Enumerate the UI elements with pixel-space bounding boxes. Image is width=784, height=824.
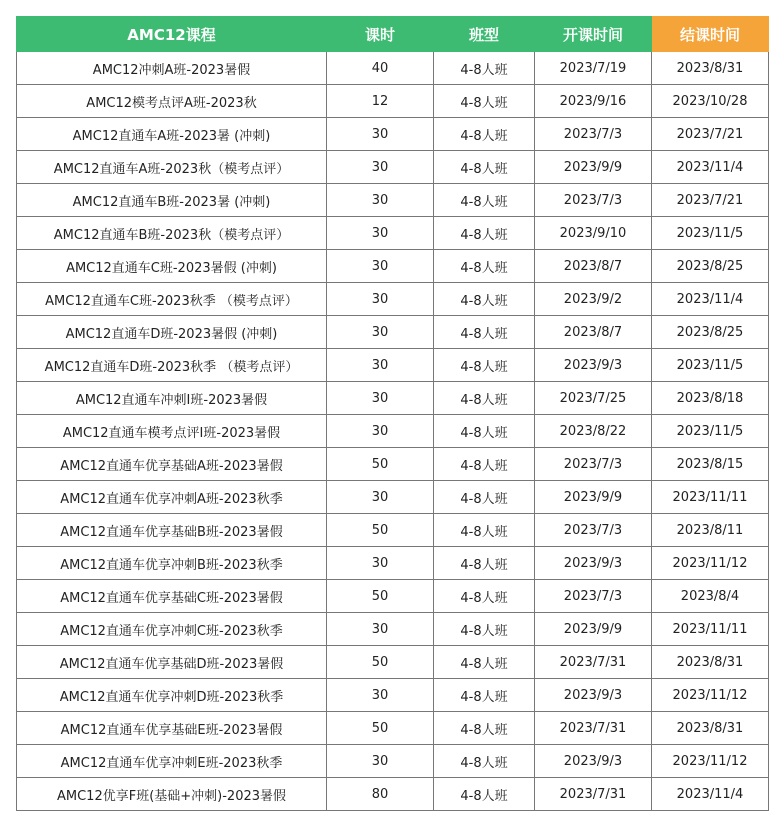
cell-start-date: 2023/8/22 (535, 415, 652, 448)
cell-start-date: 2023/9/2 (535, 283, 652, 316)
table-row (17, 250, 769, 283)
cell-start-date: 2023/7/3 (535, 118, 652, 151)
cell-class-type: 4-8人班 (434, 283, 535, 316)
cell-class-type: 4-8人班 (434, 778, 535, 811)
table-row (17, 745, 769, 778)
cell-end-date: 2023/8/4 (652, 580, 769, 613)
cell-course: AMC12模考点评A班-2023秋 (17, 85, 327, 118)
cell-start-date: 2023/9/9 (535, 481, 652, 514)
cell-start-date: 2023/7/3 (535, 514, 652, 547)
cell-class-type: 4-8人班 (434, 250, 535, 283)
cell-hours: 30 (327, 250, 434, 283)
header-end-date: 结课时间 (652, 17, 769, 52)
cell-class-type: 4-8人班 (434, 316, 535, 349)
cell-hours: 30 (327, 613, 434, 646)
cell-start-date: 2023/9/9 (535, 151, 652, 184)
cell-course: AMC12直通车优享冲刺B班-2023秋季 (17, 547, 327, 580)
table-row (17, 184, 769, 217)
table-row (17, 580, 769, 613)
cell-class-type: 4-8人班 (434, 349, 535, 382)
cell-class-type: 4-8人班 (434, 118, 535, 151)
cell-course: AMC12直通车C班-2023暑假 (冲刺) (17, 250, 327, 283)
table-row (17, 448, 769, 481)
cell-start-date: 2023/7/31 (535, 646, 652, 679)
table-row (17, 382, 769, 415)
table-row (17, 679, 769, 712)
cell-class-type: 4-8人班 (434, 679, 535, 712)
cell-hours: 30 (327, 316, 434, 349)
table-row (17, 349, 769, 382)
cell-end-date: 2023/7/21 (652, 118, 769, 151)
cell-class-type: 4-8人班 (434, 745, 535, 778)
cell-course: AMC12直通车优享基础E班-2023暑假 (17, 712, 327, 745)
cell-end-date: 2023/8/31 (652, 712, 769, 745)
cell-end-date: 2023/11/4 (652, 151, 769, 184)
cell-hours: 50 (327, 514, 434, 547)
table-row (17, 514, 769, 547)
cell-class-type: 4-8人班 (434, 217, 535, 250)
cell-class-type: 4-8人班 (434, 580, 535, 613)
table-row (17, 778, 769, 811)
cell-end-date: 2023/10/28 (652, 85, 769, 118)
header-class-type: 班型 (434, 17, 535, 52)
cell-course: AMC12优享F班(基础+冲刺)-2023暑假 (17, 778, 327, 811)
table-row (17, 217, 769, 250)
cell-course: AMC12直通车A班-2023秋（模考点评） (17, 151, 327, 184)
cell-hours: 30 (327, 382, 434, 415)
cell-hours: 30 (327, 349, 434, 382)
cell-start-date: 2023/9/3 (535, 679, 652, 712)
cell-hours: 50 (327, 646, 434, 679)
cell-course: AMC12直通车优享冲刺A班-2023秋季 (17, 481, 327, 514)
cell-end-date: 2023/11/5 (652, 349, 769, 382)
cell-class-type: 4-8人班 (434, 448, 535, 481)
cell-end-date: 2023/7/21 (652, 184, 769, 217)
cell-end-date: 2023/8/31 (652, 646, 769, 679)
cell-end-date: 2023/11/11 (652, 481, 769, 514)
cell-start-date: 2023/9/3 (535, 547, 652, 580)
table-row (17, 646, 769, 679)
cell-hours: 30 (327, 151, 434, 184)
cell-hours: 50 (327, 448, 434, 481)
cell-class-type: 4-8人班 (434, 547, 535, 580)
cell-course: AMC12直通车B班-2023暑 (冲刺) (17, 184, 327, 217)
cell-end-date: 2023/11/5 (652, 415, 769, 448)
cell-class-type: 4-8人班 (434, 85, 535, 118)
cell-start-date: 2023/8/7 (535, 316, 652, 349)
cell-course: AMC12直通车优享基础C班-2023暑假 (17, 580, 327, 613)
table-row (17, 316, 769, 349)
table-row (17, 415, 769, 448)
cell-course: AMC12直通车模考点评I班-2023暑假 (17, 415, 327, 448)
cell-course: AMC12直通车优享基础D班-2023暑假 (17, 646, 327, 679)
cell-course: AMC12直通车优享冲刺D班-2023秋季 (17, 679, 327, 712)
course-table (16, 16, 769, 811)
cell-course: AMC12直通车优享基础A班-2023暑假 (17, 448, 327, 481)
cell-hours: 30 (327, 745, 434, 778)
cell-course: AMC12直通车优享基础B班-2023暑假 (17, 514, 327, 547)
cell-hours: 30 (327, 679, 434, 712)
cell-hours: 50 (327, 580, 434, 613)
cell-end-date: 2023/8/11 (652, 514, 769, 547)
cell-class-type: 4-8人班 (434, 646, 535, 679)
cell-class-type: 4-8人班 (434, 613, 535, 646)
cell-course: AMC12直通车C班-2023秋季 （模考点评） (17, 283, 327, 316)
table-header-row (17, 17, 769, 52)
cell-hours: 80 (327, 778, 434, 811)
cell-end-date: 2023/8/25 (652, 250, 769, 283)
cell-start-date: 2023/9/16 (535, 85, 652, 118)
cell-hours: 40 (327, 52, 434, 85)
cell-hours: 30 (327, 184, 434, 217)
cell-start-date: 2023/9/3 (535, 745, 652, 778)
table-row (17, 613, 769, 646)
cell-end-date: 2023/8/31 (652, 52, 769, 85)
cell-end-date: 2023/8/18 (652, 382, 769, 415)
cell-end-date: 2023/11/12 (652, 679, 769, 712)
cell-class-type: 4-8人班 (434, 415, 535, 448)
table-row (17, 85, 769, 118)
cell-course: AMC12直通车D班-2023秋季 （模考点评） (17, 349, 327, 382)
cell-end-date: 2023/11/11 (652, 613, 769, 646)
cell-course: AMC12直通车B班-2023秋（模考点评） (17, 217, 327, 250)
cell-class-type: 4-8人班 (434, 481, 535, 514)
cell-course: AMC12直通车优享冲刺E班-2023秋季 (17, 745, 327, 778)
cell-hours: 30 (327, 217, 434, 250)
cell-class-type: 4-8人班 (434, 184, 535, 217)
cell-start-date: 2023/7/31 (535, 712, 652, 745)
cell-start-date: 2023/7/3 (535, 580, 652, 613)
cell-start-date: 2023/8/7 (535, 250, 652, 283)
cell-course: AMC12直通车A班-2023暑 (冲刺) (17, 118, 327, 151)
cell-hours: 50 (327, 712, 434, 745)
cell-hours: 30 (327, 415, 434, 448)
table-body (17, 52, 769, 811)
cell-end-date: 2023/11/5 (652, 217, 769, 250)
header-hours: 课时 (327, 17, 434, 52)
cell-start-date: 2023/7/25 (535, 382, 652, 415)
cell-start-date: 2023/7/3 (535, 184, 652, 217)
cell-hours: 30 (327, 283, 434, 316)
table-row (17, 118, 769, 151)
table-row (17, 52, 769, 85)
cell-course: AMC12直通车优享冲刺C班-2023秋季 (17, 613, 327, 646)
course-schedule (16, 16, 768, 811)
cell-hours: 30 (327, 547, 434, 580)
cell-course: AMC12冲刺A班-2023暑假 (17, 52, 327, 85)
cell-start-date: 2023/9/9 (535, 613, 652, 646)
cell-start-date: 2023/9/3 (535, 349, 652, 382)
table-row (17, 547, 769, 580)
cell-start-date: 2023/7/3 (535, 448, 652, 481)
cell-start-date: 2023/9/10 (535, 217, 652, 250)
cell-class-type: 4-8人班 (434, 382, 535, 415)
cell-end-date: 2023/11/4 (652, 283, 769, 316)
cell-hours: 30 (327, 118, 434, 151)
cell-end-date: 2023/8/25 (652, 316, 769, 349)
cell-end-date: 2023/11/12 (652, 745, 769, 778)
cell-start-date: 2023/7/19 (535, 52, 652, 85)
header-start-date: 开课时间 (535, 17, 652, 52)
cell-end-date: 2023/8/15 (652, 448, 769, 481)
cell-start-date: 2023/7/31 (535, 778, 652, 811)
cell-hours: 30 (327, 481, 434, 514)
table-row (17, 283, 769, 316)
cell-class-type: 4-8人班 (434, 514, 535, 547)
cell-class-type: 4-8人班 (434, 151, 535, 184)
cell-course: AMC12直通车D班-2023暑假 (冲刺) (17, 316, 327, 349)
table-row (17, 481, 769, 514)
cell-class-type: 4-8人班 (434, 712, 535, 745)
cell-hours: 12 (327, 85, 434, 118)
cell-course: AMC12直通车冲刺I班-2023暑假 (17, 382, 327, 415)
cell-end-date: 2023/11/12 (652, 547, 769, 580)
table-row (17, 151, 769, 184)
cell-end-date: 2023/11/4 (652, 778, 769, 811)
cell-class-type: 4-8人班 (434, 52, 535, 85)
table-row (17, 712, 769, 745)
header-course: AMC12课程 (17, 17, 327, 52)
